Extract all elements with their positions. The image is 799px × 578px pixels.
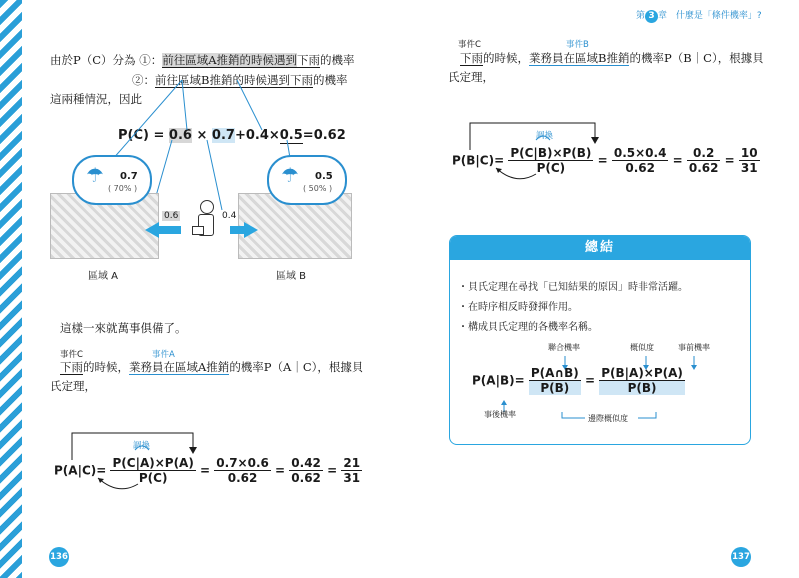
underline-rain: 下雨 (460, 51, 483, 65)
bayes-num: 0.2 (687, 146, 721, 161)
formula-term-2: 0.7 (211, 128, 235, 143)
connector-line (112, 80, 182, 160)
formula-term-3: 0.5 (279, 128, 303, 143)
formula-lhs: P(C) = (118, 128, 165, 143)
summary-bullet: ・構成貝氏定理的各機率名稱。 (458, 322, 598, 333)
bayes-lhs: P(B|C)= (452, 153, 505, 168)
chapter-title: 什麼是「條件機率」? (675, 11, 762, 21)
label-joint-probability: 聯合機率 (548, 343, 580, 352)
umbrella-icon: ☂ (86, 163, 104, 187)
bayes-lhs: P(A|C)= (54, 463, 107, 478)
eq: = (597, 153, 608, 168)
bayes-den: 0.62 (291, 471, 321, 485)
summary-fraction-2 (599, 366, 685, 395)
bayes-den: 31 (343, 471, 361, 485)
label-area-a: 區域 A (88, 271, 119, 282)
arrow-left-icon (145, 222, 159, 238)
bayes-num: 0.42 (291, 456, 321, 470)
chapter-header (636, 8, 762, 23)
underline-area-b-text: 前往區域B推銷的時候遇到 (155, 73, 290, 87)
summary-num: P(B|A)×P(A) (601, 366, 683, 380)
label-prior: 事前機率 (678, 343, 710, 352)
underline-rain: 下雨 (60, 360, 83, 374)
tag-event-c: 事件C (458, 40, 481, 50)
underline-rain: 下雨 (289, 73, 313, 87)
cloud-a-value: 0.7 (120, 171, 138, 182)
cloud-b-value: 0.5 (315, 171, 333, 182)
text-fragment: 的機率 (320, 53, 355, 67)
bayes-fraction-4 (341, 456, 362, 485)
bayes-a-formula (54, 456, 362, 485)
bayes-fraction-2 (612, 146, 669, 175)
label-marginal-likelihood: 邊際概似度 (588, 414, 628, 423)
bayes-den: P(C) (536, 161, 566, 175)
text-fragment: 的機率P（B｜C），根據貝 (629, 51, 764, 65)
chapter-number-badge: 3 (645, 10, 658, 23)
label-posterior: 事後機率 (484, 410, 516, 419)
eq: = (584, 373, 596, 388)
chapter-prefix: 第 (636, 11, 646, 21)
cloud-a-pct: ( 70% ) (108, 184, 138, 193)
summary-bullet: ・貝氏定理在尋找「已知結果的原因」時非常活躍。 (458, 282, 688, 293)
bayes-num: 0.7×0.6 (216, 456, 269, 470)
cloud-area-b (267, 155, 347, 205)
bayes-fraction-1 (110, 456, 195, 485)
bayes-num: P(C|A)×P(A) (112, 456, 194, 470)
umbrella-icon: ☂ (281, 163, 299, 187)
arrow-right-icon (244, 222, 258, 238)
bayes-num: 0.5×0.4 (613, 146, 667, 160)
summary-num: P(A∩B) (530, 366, 579, 380)
summary-box (449, 235, 751, 445)
bayes-fraction-3 (289, 456, 323, 485)
underline-area-b-sales: 業務員在區域B推銷 (529, 51, 630, 65)
formula-op: +0.4× (234, 128, 280, 143)
bayes-fraction-4 (739, 146, 760, 175)
eq: = (724, 153, 735, 168)
text-fragment: 由於P（C）分為 ①： (50, 53, 163, 67)
text-fragment: 的機率P（A｜C），根據貝 (229, 360, 364, 374)
text-rain-sentence-end: 氏定理， (448, 70, 494, 84)
eq: = (275, 463, 286, 478)
connector-line (237, 80, 262, 130)
bayes-fraction-2 (214, 456, 271, 485)
cloud-area-a (72, 155, 152, 205)
text-ready: 這樣一來就萬事俱備了。 (60, 321, 187, 335)
formula-rhs: =0.62 (302, 128, 346, 143)
label-likelihood: 概似度 (630, 343, 654, 352)
text-line-3: 這兩種情況，因此 (50, 92, 142, 106)
summary-den: P(B) (599, 381, 685, 395)
summary-arrows (450, 350, 750, 444)
eq: = (200, 463, 211, 478)
text-rain-sentence (60, 359, 363, 375)
bayes-den: 0.62 (227, 471, 258, 485)
summary-formula (472, 366, 685, 395)
tag-event-a: 事件A (152, 350, 175, 360)
label-area-b: 區域 B (276, 271, 307, 282)
text-fragment: 的時候， (83, 360, 129, 374)
highlight-area-a-text: 前往區域A推銷的時候遇到 (162, 53, 298, 67)
chapter-suffix: 章 (658, 11, 668, 21)
arrow-b-value: 0.4 (222, 211, 237, 221)
bayes-num: 10 (740, 146, 758, 160)
underline-area-a-sales: 業務員在區域A推銷 (129, 360, 230, 374)
formula-term-1: 0.6 (168, 128, 192, 143)
arrow-right-shaft (230, 226, 244, 234)
bayes-den: 31 (740, 161, 758, 175)
arrow-a-value: 0.6 (164, 211, 179, 221)
bayes-num: P(C|B)×P(B) (510, 146, 592, 160)
page-edge-stripe (0, 0, 22, 578)
summary-title: 總結 (450, 236, 750, 260)
bayes-fraction-1 (508, 146, 593, 175)
tag-event-c: 事件C (60, 350, 83, 360)
swap-label: 調換 (133, 441, 151, 451)
eq: = (327, 463, 338, 478)
bayes-b-formula (452, 146, 760, 175)
swap-label: 調換 (536, 131, 554, 141)
bayes-num: 21 (343, 456, 361, 470)
arrow-left-shaft (159, 226, 181, 234)
underline-rain: 下雨 (297, 53, 321, 67)
cloud-b-pct: ( 50% ) (303, 184, 333, 193)
page-number-left: 136 (49, 547, 69, 567)
summary-den: P(B) (529, 381, 581, 395)
bayes-den: P(C) (138, 471, 168, 485)
page-number-right: 137 (731, 547, 751, 567)
summary-bullet: ・在時序相反時發揮作用。 (458, 302, 578, 313)
eq: = (672, 153, 683, 168)
text-fragment: 的機率 (312, 73, 348, 87)
bayes-den: 0.62 (625, 161, 655, 175)
bayes-fraction-3 (687, 146, 721, 175)
tag-event-b: 事件B (566, 40, 589, 50)
salesman-figure (192, 200, 220, 250)
formula-op: × (196, 128, 208, 143)
summary-lhs: P(A|B)= (472, 373, 525, 388)
text-rain-sentence (460, 50, 764, 66)
text-fragment: ②： (132, 73, 155, 87)
text-fragment: 的時候， (483, 51, 529, 65)
bayes-den: 0.62 (688, 161, 719, 175)
connector-line (182, 80, 187, 130)
summary-fraction-1 (529, 366, 581, 395)
text-rain-sentence-end: 氏定理， (50, 379, 96, 393)
